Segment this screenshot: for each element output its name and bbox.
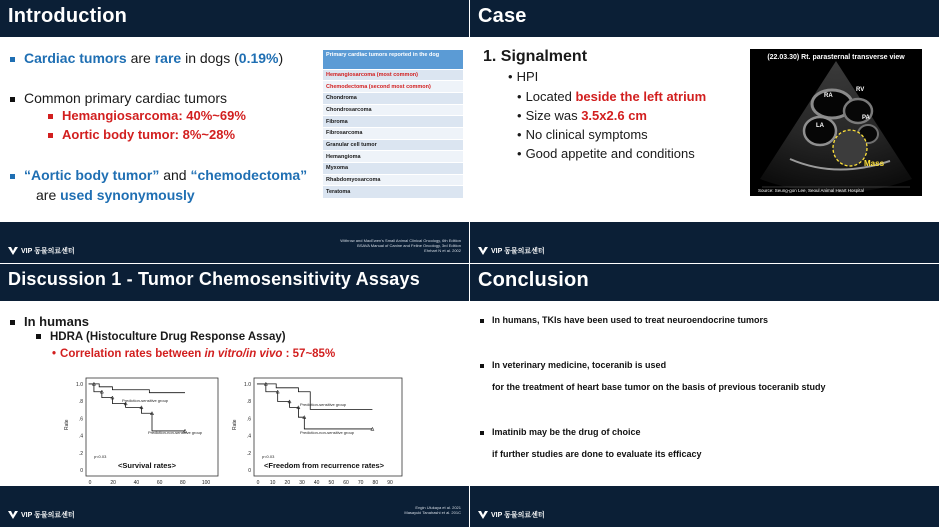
footer-bar	[470, 486, 939, 527]
bullet-dot-icon: •	[517, 146, 522, 161]
bullet-synonymous-cont: are used synonymously	[36, 187, 195, 203]
cardiac-tumor-table	[323, 50, 463, 198]
sub-bullet-aortic-body: Aortic body tumor: 8%~28%	[48, 127, 235, 142]
echo-label-ra: RA	[824, 93, 833, 99]
p-value: p<0.03	[94, 454, 107, 459]
y-axis-label: Rate	[64, 419, 70, 430]
recurrence-plot	[230, 374, 405, 490]
y-tick-label: .8	[78, 399, 83, 406]
case-symptoms: • No clinical symptoms	[517, 127, 648, 142]
bullet-hdra: HDRA (Histoculture Drug Response Assay)	[36, 331, 286, 343]
y-tick-label: .6	[78, 416, 83, 423]
signalment-heading: 1. Signalment	[483, 48, 588, 65]
echo-label-mass: Mass	[864, 159, 885, 168]
table-row: Rhabdomyosarcoma	[323, 174, 463, 186]
recurrence-caption: <Freedom from recurrence rates>	[264, 461, 385, 470]
table-row: Chondroma	[323, 92, 463, 104]
y-tick-label: 0	[80, 468, 83, 474]
bullet-square-icon	[48, 133, 53, 138]
vip-logo-icon	[8, 247, 18, 255]
sub-bullet-hemangiosarcoma: Hemangiosarcoma: 40%~69%	[48, 108, 246, 123]
y-tick-label: .4	[78, 433, 83, 440]
x-tick-label: 80	[180, 480, 186, 486]
vip-logo-icon	[478, 511, 488, 519]
p-value: p<0.03	[262, 454, 275, 459]
non-sensitive-label: Prediction-non-sensitive group	[300, 430, 355, 435]
case-size: • Size was 3.5x2.6 cm	[517, 108, 647, 123]
y-tick-label: .4	[246, 433, 251, 440]
echo-label-pa: PA	[862, 115, 870, 121]
bullet-cardiac-tumors: Cardiac tumors are rare in dogs (0.19%)	[10, 50, 283, 66]
x-tick-label: 40	[313, 480, 320, 486]
vip-logo: VIP 동물의료센터	[478, 510, 545, 520]
bullet-square-icon	[480, 364, 484, 368]
title-bar	[0, 0, 469, 37]
x-tick-label: 70	[357, 480, 364, 486]
slide-title: Conclusion	[478, 269, 589, 291]
sensitive-label: Prediction-sensitive group	[122, 398, 169, 403]
table-row: Hemangioma	[323, 151, 463, 163]
y-axis-label: Rate	[232, 419, 238, 430]
x-tick-label: 0	[256, 480, 260, 486]
vip-logo: VIP 동물의료센터	[478, 246, 545, 256]
bullet-dot-icon: •	[52, 348, 57, 360]
bullet-square-icon	[480, 319, 484, 323]
y-tick-label: 1.0	[244, 382, 251, 388]
conclusion-toceranib-cont: for the treatment of heart base tumor on the basis of previous toceranib study	[492, 382, 826, 392]
x-tick-label: 60	[156, 480, 163, 486]
slide-case	[470, 0, 939, 263]
bullet-in-humans: In humans	[10, 314, 89, 329]
x-tick-label: 0	[88, 480, 92, 486]
bullet-common-tumors: Common primary cardiac tumors	[10, 90, 227, 106]
vip-logo-icon	[8, 511, 18, 519]
echo-label-rv: RV	[856, 87, 865, 93]
conclusion-imatinib-cont: if further studies are done to evaluate its efficacy	[492, 449, 702, 459]
bullet-correlation: • Correlation rates between in vitro/in vivo : 57~85%	[52, 348, 336, 360]
non-sensitive-label: Prediction-non-sensitive group	[148, 430, 203, 435]
bullet-synonymous: “Aortic body tumor” and “chemodectoma”	[10, 167, 307, 183]
x-tick-label: 100	[201, 480, 211, 486]
non-sensitive-curve	[89, 384, 185, 431]
x-tick-label: 30	[299, 480, 305, 486]
x-tick-label: 20	[110, 480, 116, 486]
recurrence-graph	[230, 374, 405, 490]
y-tick-label: .2	[246, 450, 251, 457]
sensitive-label: Prediction-sensitive group	[300, 402, 347, 407]
x-tick-label: 90	[387, 480, 393, 486]
table-row: Hemangiosarcoma (most common)	[323, 69, 463, 81]
case-location: • Located beside the left atrium	[517, 89, 707, 104]
slide-title: Case	[478, 5, 527, 27]
case-condition: • Good appetite and conditions	[517, 146, 695, 161]
x-tick-label: 40	[133, 480, 140, 486]
table-header: Primary cardiac tumors reported in the dog	[323, 50, 463, 69]
references: Withrow and MacEwen's Small Animal Clinical Oncology, 6th Edition BSAVA Manual of Canine and Feline Oncology, 3rd Edition Ehrhart N et al. 2002	[340, 238, 461, 253]
references: Engin Ulukaya et al. 2021 Masayuki Tanahashi et al. 201C	[404, 505, 461, 515]
echo-caption: (22.03.30) Rt. parasternal transverse view	[767, 54, 905, 61]
table-row: Fibroma	[323, 116, 463, 128]
echocardiogram-image	[750, 49, 922, 196]
vip-logo: VIP 동물의료센터	[8, 510, 75, 520]
survival-rates-graph	[62, 374, 222, 490]
bullet-dot-icon: •	[508, 69, 513, 84]
y-tick-label: .2	[78, 450, 83, 457]
footer-bar	[0, 486, 469, 527]
conclusion-tki: In humans, TKIs have been used to treat neuroendocrine tumors	[480, 315, 768, 325]
footer-bar	[470, 222, 939, 263]
table-row: Teratoma	[323, 186, 463, 198]
bullet-dot-icon: •	[517, 127, 522, 142]
table-row: Granular cell tumor	[323, 139, 463, 151]
vip-logo: VIP 동물의료센터	[8, 246, 75, 256]
x-tick-label: 60	[343, 480, 349, 486]
bullet-square-icon	[10, 97, 15, 102]
y-tick-label: 0	[248, 468, 251, 474]
x-tick-label: 20	[284, 480, 291, 486]
table-row: Fibrosarcoma	[323, 127, 463, 139]
survival-plot	[62, 374, 222, 490]
conclusion-toceranib: In veterinary medicine, toceranib is used	[480, 360, 666, 370]
y-tick-label: .6	[246, 416, 251, 423]
bullet-square-icon	[10, 57, 15, 62]
bullet-dot-icon: •	[517, 89, 522, 104]
title-bar	[470, 0, 939, 37]
bullet-square-icon	[480, 431, 484, 435]
echo-source: Source: Seung-gon Lee, Seoul Animal Heart Hospital	[758, 188, 865, 193]
survival-caption: <Survival rates>	[118, 461, 176, 470]
bullet-dot-icon: •	[517, 108, 522, 123]
conclusion-imatinib: Imatinib may be the drug of choice	[480, 427, 641, 437]
footer-bar	[0, 222, 469, 263]
x-tick-label: 80	[372, 480, 379, 486]
slide-title: Introduction	[8, 5, 128, 27]
slide-title: Discussion 1 - Tumor Chemosensitivity Assays	[8, 269, 420, 289]
table-row: Myxoma	[323, 163, 463, 175]
echo-label-la: LA	[816, 123, 824, 129]
table-row: Chemodectoma (second most common)	[323, 81, 463, 93]
title-bar	[470, 264, 939, 301]
y-tick-label: .8	[246, 399, 251, 406]
vip-logo-icon	[478, 247, 488, 255]
title-bar	[0, 264, 469, 301]
bullet-square-icon	[10, 174, 15, 179]
bullet-square-icon	[10, 320, 15, 325]
y-tick-label: 1.0	[76, 382, 83, 388]
slide-introduction	[0, 0, 469, 263]
slide-discussion	[0, 264, 469, 527]
x-tick-label: 10	[269, 480, 276, 486]
echo-scan-graphic	[750, 49, 922, 196]
hpi-label: • HPI	[508, 69, 539, 84]
bullet-square-icon	[48, 114, 53, 119]
table-row: Chondrosarcoma	[323, 104, 463, 116]
bullet-square-icon	[36, 334, 41, 339]
x-tick-label: 50	[328, 480, 335, 486]
slide-conclusion	[470, 264, 939, 527]
sensitive-curve	[89, 384, 185, 393]
